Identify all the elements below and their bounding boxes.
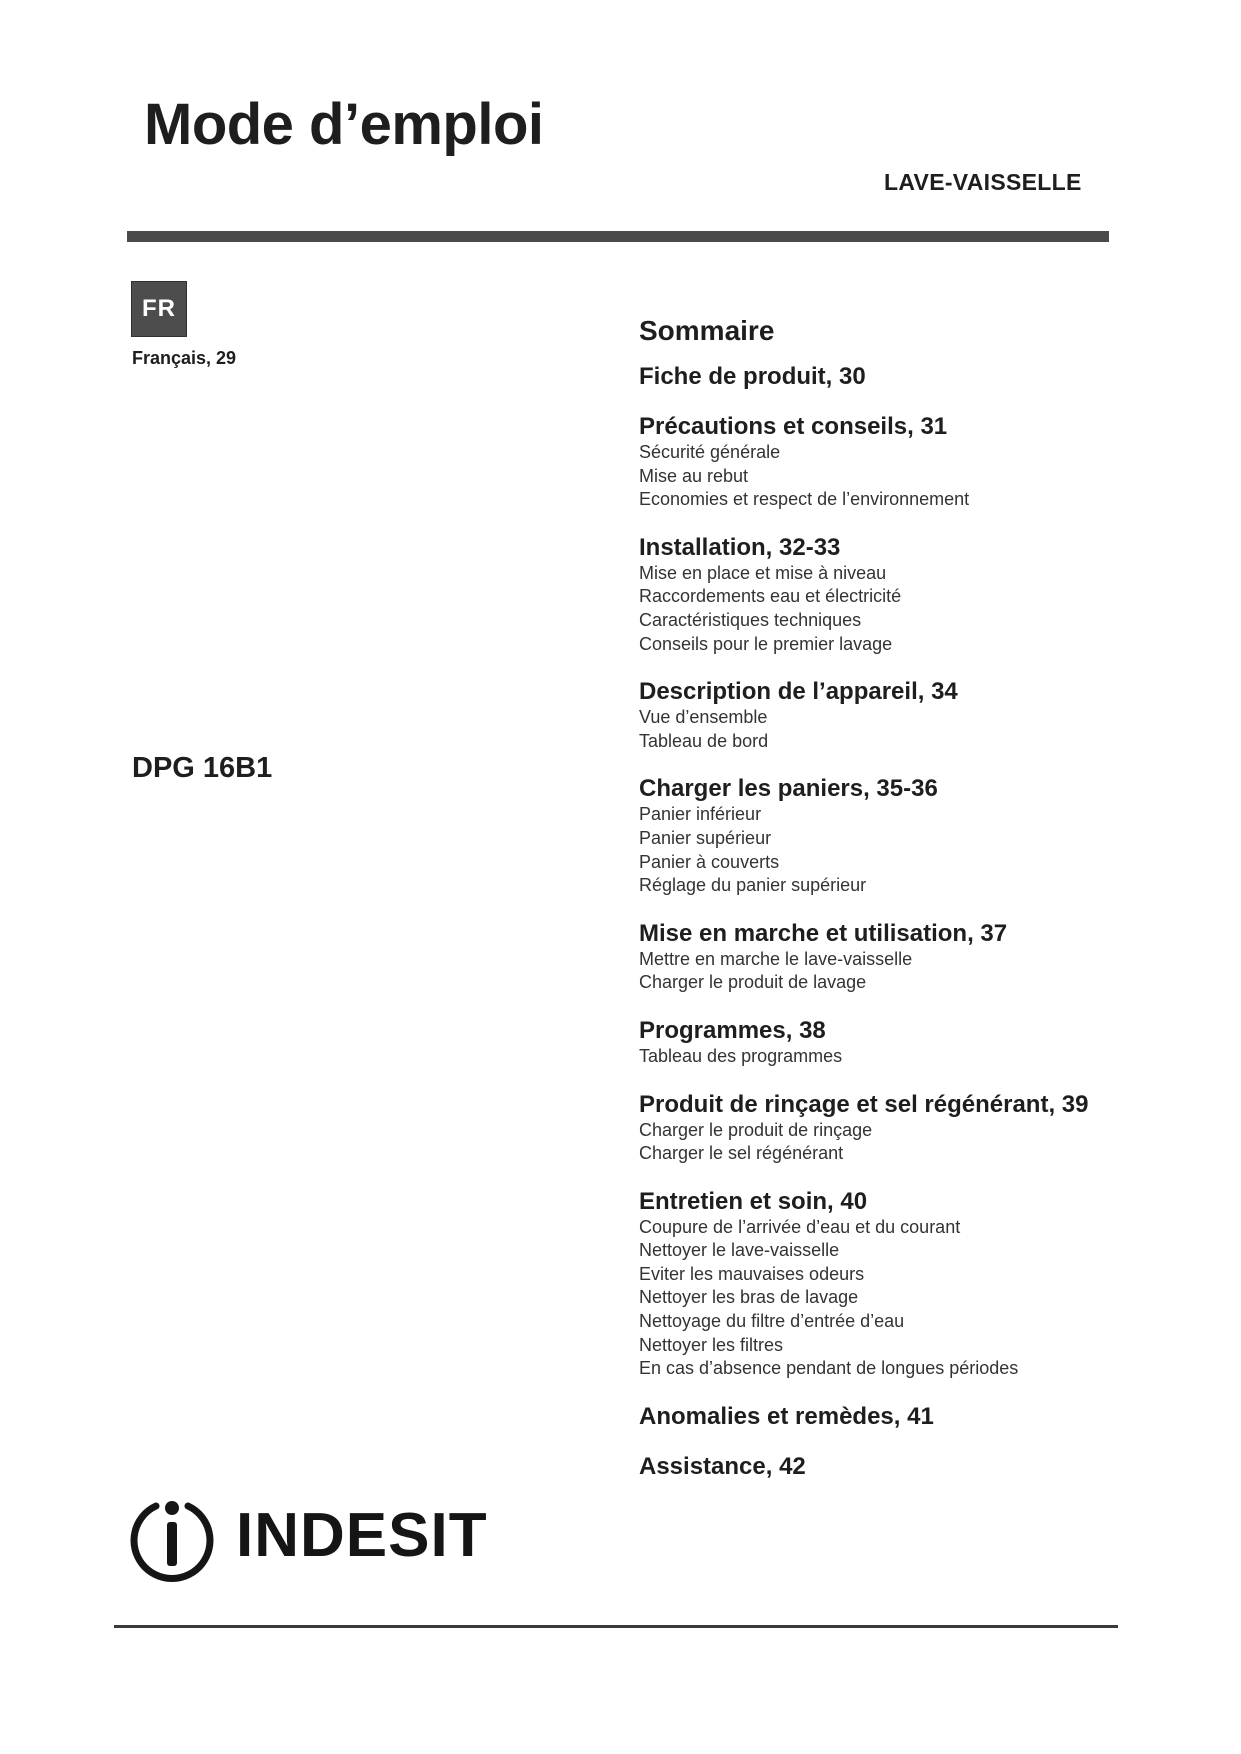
toc-section-heading: Charger les paniers, 35-36 (639, 775, 938, 803)
toc-subitem: Conseils pour le premier lavage (639, 633, 893, 654)
toc-subitem: Nettoyage du filtre d’entrée d’eau (639, 1311, 905, 1332)
toc-subitem: Panier supérieur (639, 827, 772, 848)
toc-subitem: Vue d’ensemble (639, 707, 768, 728)
toc-subitem: Charger le sel régénérant (639, 1143, 844, 1164)
toc-section (639, 413, 1109, 512)
language-badge: FR (131, 281, 187, 337)
toc-subitem: Raccordements eau et électricité (639, 586, 902, 607)
footer-divider (114, 1625, 1118, 1628)
table-of-contents (639, 314, 1109, 1503)
toc-section-heading: Fiche de produit, 30 (639, 363, 866, 390)
toc-subitem: Mettre en marche le lave-vaisselle (639, 948, 913, 969)
toc-subitem-list (639, 1216, 1109, 1381)
toc-section (639, 363, 1109, 391)
toc-subitem-list (639, 1119, 1109, 1166)
toc-subitem: Charger le produit de rinçage (639, 1119, 873, 1140)
toc-subitem-list (639, 948, 1109, 995)
toc-subitem-list (639, 562, 1109, 656)
toc-subitem-list (639, 1045, 1109, 1069)
toc-subitem: Tableau des programmes (639, 1045, 843, 1066)
toc-section (639, 1091, 1109, 1166)
header-divider (127, 231, 1109, 242)
product-type: LAVE-VAISSELLE (884, 169, 1082, 195)
toc-section-heading: Entretien et soin, 40 (639, 1187, 868, 1215)
toc-section (639, 1453, 1109, 1481)
toc-section (639, 775, 1109, 897)
toc-subitem: Nettoyer les bras de lavage (639, 1287, 859, 1308)
model-number: DPG 16B1 (132, 752, 273, 784)
brand-wordmark: INDESIT (236, 1501, 488, 1570)
toc-section-heading: Installation, 32-33 (639, 533, 841, 561)
toc-section (639, 1017, 1109, 1069)
toc-title: Sommaire (639, 315, 775, 346)
page-title: Mode d’emploi (144, 92, 544, 157)
toc-section (639, 1188, 1109, 1381)
toc-sections (639, 363, 1109, 1481)
toc-subitem-list (639, 441, 1109, 512)
toc-section-heading: Anomalies et remèdes, 41 (639, 1402, 934, 1430)
toc-section-heading: Mise en marche et utilisation, 37 (639, 919, 1008, 947)
toc-subitem: Economies et respect de l’environnement (639, 489, 970, 510)
toc-section-heading: Programmes, 38 (639, 1016, 826, 1044)
toc-section-heading: Produit de rinçage et sel régénérant, 39 (639, 1090, 1089, 1118)
toc-subitem: Tableau de bord (639, 730, 769, 751)
toc-section (639, 534, 1109, 656)
toc-section-heading: Précautions et conseils, 31 (639, 413, 948, 440)
toc-subitem: Nettoyer le lave-vaisselle (639, 1240, 840, 1261)
toc-subitem: En cas d’absence pendant de longues périodes (639, 1358, 1019, 1379)
toc-subitem-list (639, 706, 1109, 753)
toc-section (639, 1403, 1109, 1431)
toc-subitem: Réglage du panier supérieur (639, 875, 867, 896)
toc-section (639, 920, 1109, 995)
indesit-circle-i-icon (126, 1490, 218, 1582)
toc-subitem: Mise au rebut (639, 465, 749, 486)
toc-subitem: Charger le produit de lavage (639, 972, 867, 993)
toc-section-heading: Assistance, 42 (639, 1452, 806, 1480)
toc-subitem: Panier à couverts (639, 851, 780, 872)
toc-subitem: Sécurité générale (639, 442, 781, 462)
toc-section-heading: Description de l’appareil, 34 (639, 678, 958, 706)
toc-section (639, 678, 1109, 753)
toc-subitem: Panier inférieur (639, 804, 762, 825)
toc-subitem: Nettoyer les filtres (639, 1334, 784, 1355)
language-label: Français, 29 (132, 348, 237, 368)
brand-logo (126, 1490, 488, 1582)
toc-subitem: Caractéristiques techniques (639, 609, 862, 630)
toc-subitem: Mise en place et mise à niveau (639, 562, 887, 583)
toc-subitem-list (639, 803, 1109, 897)
toc-subitem: Coupure de l’arrivée d’eau et du courant (639, 1216, 961, 1237)
toc-subitem: Eviter les mauvaises odeurs (639, 1263, 865, 1284)
